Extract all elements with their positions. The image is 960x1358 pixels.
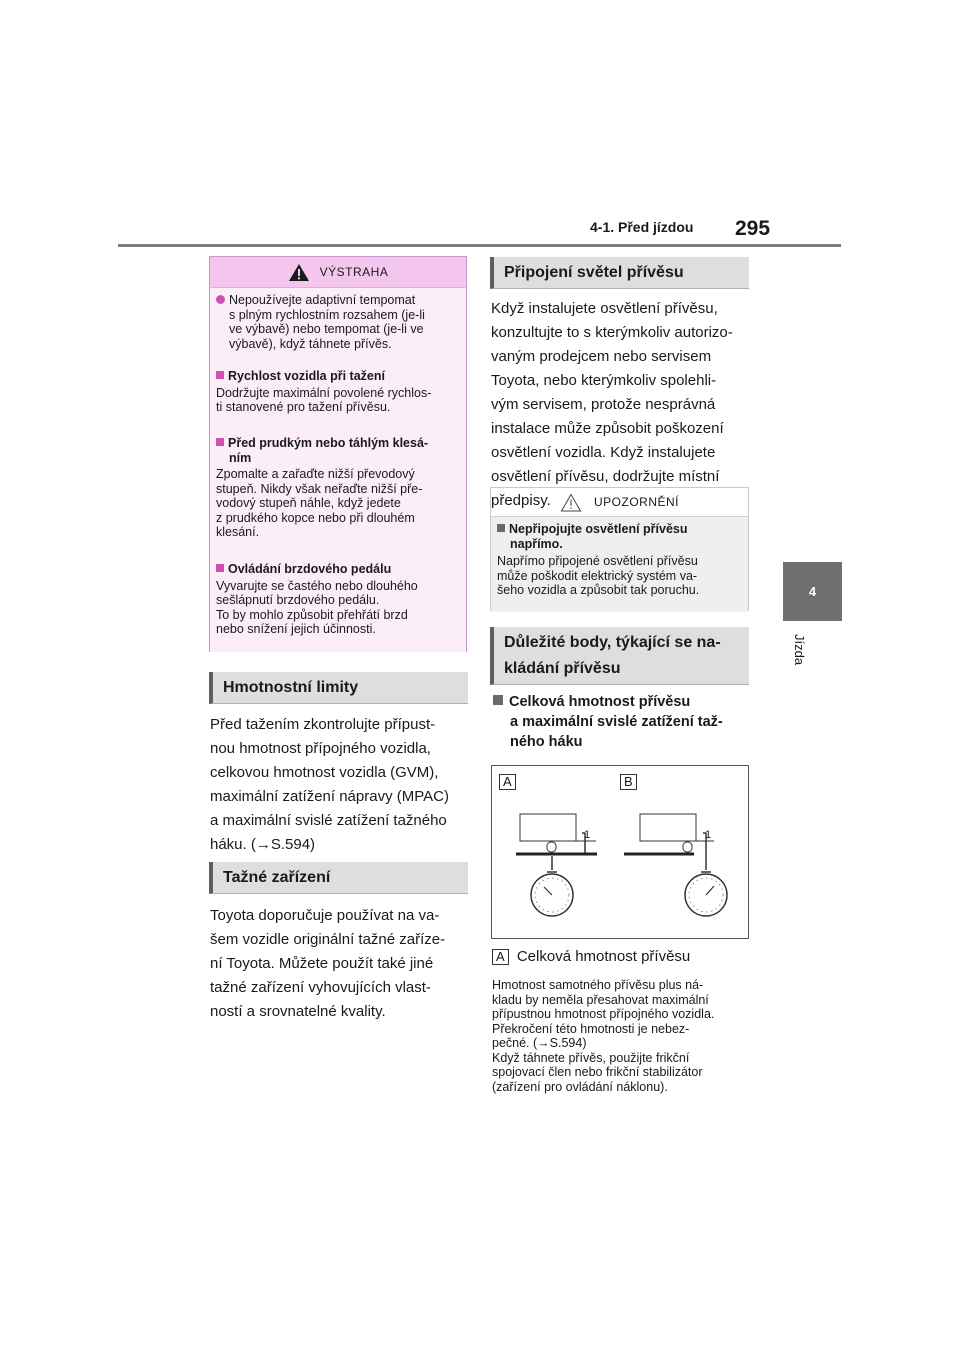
figure-label-b: B — [620, 774, 637, 790]
figure-marker-a: 1 — [584, 829, 591, 841]
warning-triangle-icon — [288, 263, 310, 282]
warning-box — [209, 256, 467, 652]
warning-title: VÝSTRAHA — [319, 265, 389, 279]
trailer-lights-heading: Připojení světel přívěsu — [490, 257, 749, 289]
warning-body — [210, 287, 466, 652]
page-number: 295 — [735, 217, 771, 240]
trailer-lights-paragraph: Když instalujete osvětlení přívěsu, konzultujte to s kterýmkoliv autorizo- vaným prodejcem nebo servisem Toyota, nebo kterýmkoliv spolehli- vým servisem, protože nesprávná instalace může způsobit poškození osvětlení vozidla. Když instalujete osvětlení přívěsu, dodržujte místní předpisy. — [491, 300, 733, 509]
header-rule — [118, 244, 841, 247]
caution-title: UPOZORNĚNÍ — [593, 495, 679, 509]
bullet-dot-icon — [216, 295, 225, 304]
chapter-title: 4-1. Před jízdou — [590, 219, 694, 235]
figure-marker-b: 1 — [705, 829, 712, 841]
caption-text: Celková hmotnost přívěsu — [516, 948, 691, 965]
trailer-loading-heading: Důležité body, týkající se na- kládání přívěsu — [490, 627, 749, 685]
towing-hitch-paragraph: Toyota doporučuje používat na va- šem vozidle originální tažné zaříze- ní Toyota. Můžete použít také jiné tažné zařízení vyhovujících vlast- ností a srovnatelné kvality. — [210, 907, 446, 1020]
trailer-weight-figure — [491, 765, 749, 939]
caution-item: Nepřipojujte osvětlení přívěsu napřímo. Napřímo připojené osvětlení přívěsu může poškodit elektrický systém va- šeho vozidla a způsobit tak poruchu. — [497, 522, 700, 597]
warning-item-4: Ovládání brzdového pedálu Vyvarujte se častého nebo dlouhého sešlápnutí brzdového pedálu. To by mohlo způsobit přehřátí brzd nebo snížení jejich účinnosti. — [216, 562, 418, 636]
caution-triangle-icon — [560, 493, 582, 512]
bullet-square-icon — [216, 371, 224, 379]
caution-body — [491, 516, 748, 612]
figure-caption — [492, 948, 690, 965]
bullet-square-icon — [493, 695, 503, 705]
figure-label-a: A — [499, 774, 516, 790]
warning-item-1: Nepoužívejte adaptivní tempomat s plným rychlostním rozsahem (je-li ve výbavě) nebo tempomat (je-li ve výbavě), když táhnete přívěs. — [216, 293, 425, 351]
caution-header — [491, 488, 748, 516]
bullet-square-icon — [497, 524, 505, 532]
trailer-scale-diagram — [492, 766, 748, 938]
warning-header — [210, 257, 466, 287]
weight-limits-heading: Hmotnostní limity — [209, 672, 468, 704]
trailer-b-drawing — [624, 814, 727, 916]
towing-hitch-heading: Tažné zařízení — [209, 862, 468, 894]
chapter-tab-number: 4 — [808, 584, 817, 599]
warning-item-3: Před prudkým nebo táhlým klesá- ním Zpomalte a zařaďte nižší převodový stupeň. Nikdy však neřaďte nižší pře- vodový stupeň náhle, když jedete z prudkého kopce nebo při dlouhém klesání. — [216, 436, 429, 539]
chapter-tab — [783, 562, 842, 621]
weight-limits-paragraph: Před tažením zkontrolujte přípust- nou hmotnost přípojného vozidla, celkovou hmotnost vozidla (GVM), maximální zatížení nápravy (MPAC) a maximální svislé zatížení tažného háku. (→S.594) — [210, 716, 449, 853]
caption-label: A — [492, 949, 509, 965]
caution-box — [490, 487, 749, 611]
gross-weight-subheading: Celková hmotnost přívěsu a maximální svislé zatížení taž- ného háku — [493, 692, 755, 752]
chapter-tab-label: Jízda — [792, 634, 807, 666]
warning-item-2: Rychlost vozidla při tažení Dodržujte maximální povolené rychlos- ti stanovené pro tažení přívěsu. — [216, 369, 432, 414]
bullet-square-icon — [216, 438, 224, 446]
gross-weight-paragraph: Hmotnost samotného přívěsu plus ná- kladu by neměla přesahovat maximální přípustnou hmotnost přípojného vozidla. Překročení této hmotnosti je nebez- pečné. (→S.594) Když táhnete přívěs, použijte frikční spojovací člen nebo frikční stabilizátor (zařízení pro ovládání náklonu). — [492, 978, 715, 1094]
bullet-square-icon — [216, 564, 224, 572]
